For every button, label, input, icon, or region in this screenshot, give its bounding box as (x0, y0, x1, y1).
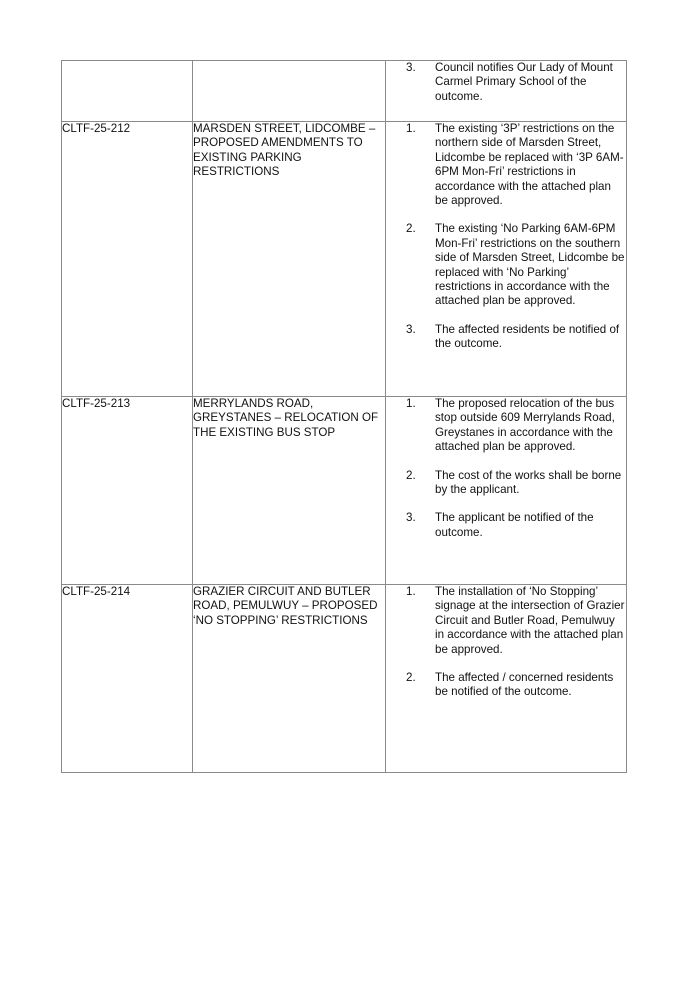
recommendations-list (386, 585, 626, 700)
item-title: GRAZIER CIRCUIT AND BUTLER ROAD, PEMULWUY – PROPOSED ‘NO STOPPING’ RESTRICTIONS (193, 585, 386, 773)
item-number: 2. (406, 671, 416, 685)
item-number: 1. (406, 397, 416, 410)
recommendations-list (386, 61, 626, 104)
recommendations-list (386, 397, 626, 540)
recommendations-table (61, 60, 627, 773)
item-reference (62, 61, 193, 122)
item-text: The installation of ‘No Stopping’ signage at the intersection of Grazier Circuit and Butler Road, Pemulwuy in accordance with the attached plan be approved. (435, 585, 625, 656)
item-number: 2. (406, 468, 416, 482)
item-number: 3. (406, 61, 416, 74)
item-reference: CLTF-25-212 (62, 122, 193, 397)
recommendations-cell (386, 122, 627, 397)
table-row (62, 585, 627, 773)
table-row (62, 122, 627, 397)
item-text: The affected residents be notified of the outcome. (435, 322, 620, 351)
list-item (386, 511, 626, 540)
list-item (386, 585, 626, 657)
item-number: 3. (406, 511, 416, 525)
item-reference: CLTF-25-214 (62, 585, 193, 773)
item-text: The applicant be notified of the outcome. (435, 511, 594, 539)
table-row (62, 61, 627, 122)
item-text: The proposed relocation of the bus stop outside 609 Merrylands Road, Greystanes in accordance with the attached plan be approved. (435, 397, 615, 454)
item-text: The existing ‘No Parking 6AM-6PM Mon-Fri’ restrictions on the southern side of Marsden Street, Lidcombe be replaced with ‘No Parking’ restrictions in accordance with the attached plan be approved. (435, 222, 625, 308)
item-title: MERRYLANDS ROAD, GREYSTANES – RELOCATION OF THE EXISTING BUS STOP (193, 397, 386, 585)
item-number: 3. (406, 322, 416, 336)
list-item (386, 397, 626, 455)
table-row (62, 397, 627, 585)
item-title: MARSDEN STREET, LIDCOMBE – PROPOSED AMENDMENTS TO EXISTING PARKING RESTRICTIONS (193, 122, 386, 397)
item-number: 2. (406, 222, 416, 236)
item-title (193, 61, 386, 122)
list-item (386, 222, 626, 308)
recommendations-cell (386, 61, 627, 122)
list-item (386, 671, 626, 700)
recommendations-cell (386, 397, 627, 585)
item-number: 1. (406, 585, 416, 598)
list-item (386, 469, 626, 498)
item-text: The cost of the works shall be borne by the applicant. (435, 468, 622, 497)
item-number: 1. (406, 122, 416, 135)
item-text: Council notifies Our Lady of Mount Carmel Primary School of the outcome. (435, 61, 613, 103)
list-item (386, 323, 626, 352)
list-item (386, 122, 626, 208)
recommendations-cell (386, 585, 627, 773)
item-text: The affected / concerned residents be notified of the outcome. (435, 671, 614, 699)
item-text: The existing ‘3P’ restrictions on the northern side of Marsden Street, Lidcombe be replaced with ‘3P 6AM-6PM Mon-Fri’ restrictions in accordance with the attached plan be approved. (435, 122, 624, 208)
list-item (386, 61, 626, 104)
recommendations-list (386, 122, 626, 352)
item-reference: CLTF-25-213 (62, 397, 193, 585)
